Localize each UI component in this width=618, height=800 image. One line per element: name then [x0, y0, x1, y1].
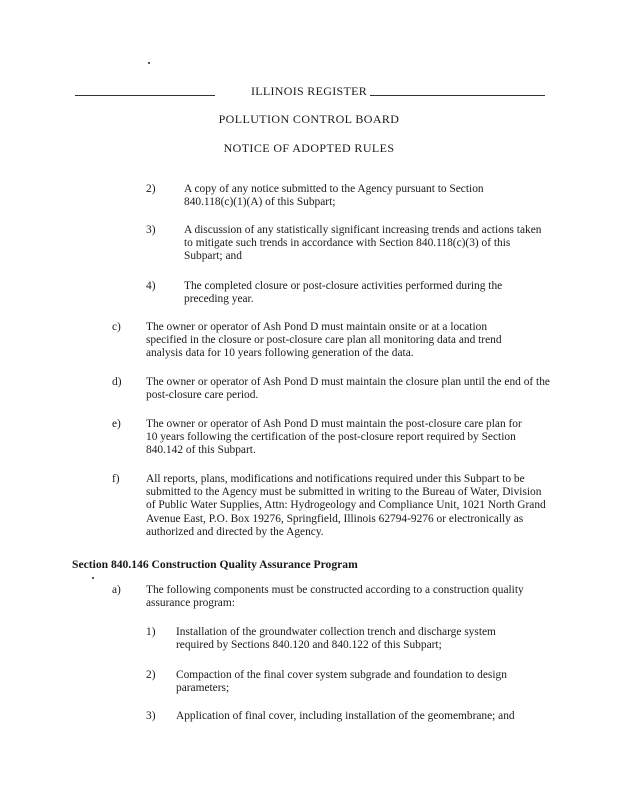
- item-text: The completed closure or post-closure activities performed during the preceding year.: [184, 280, 503, 306]
- scan-speck: [148, 62, 150, 64]
- item-label: 3): [146, 224, 156, 236]
- scan-speck: [92, 577, 94, 579]
- item-label: 3): [146, 710, 156, 722]
- item-text: Compaction of the final cover system subgrade and foundation to design parameters;: [176, 669, 507, 695]
- item-text: A copy of any notice submitted to the Agency pursuant to Section 840.118(c)(1)(A) of this Subpart;: [184, 183, 484, 209]
- board-title: POLLUTION CONTROL BOARD: [218, 112, 400, 126]
- item-label: 4): [146, 280, 156, 292]
- item-label: f): [112, 473, 120, 485]
- item-text: The owner or operator of Ash Pond D must maintain onsite or at a location specified in the closure or post-closure care plan all monitoring data and trend analysis data for 10 years following generation of the data.: [146, 321, 502, 360]
- item-label: e): [112, 418, 121, 430]
- header-rule-right: [370, 95, 545, 96]
- register-title: ILLINOIS REGISTER: [250, 84, 368, 98]
- section-heading: Section 840.146 Construction Quality Assurance Program: [72, 558, 358, 571]
- item-text: The owner or operator of Ash Pond D must maintain the post-closure care plan for 10 years following the certification of the post-closure report required by Section 840.142 of this Subpart.: [146, 418, 522, 457]
- item-label: 2): [146, 183, 156, 195]
- item-text: The owner or operator of Ash Pond D must maintain the closure plan until the end of the post-closure care period.: [146, 376, 550, 402]
- item-label: c): [112, 321, 121, 333]
- notice-title: NOTICE OF ADOPTED RULES: [223, 141, 395, 155]
- item-text: Installation of the groundwater collection trench and discharge system required by Sections 840.120 and 840.122 of this Subpart;: [176, 626, 496, 652]
- item-text: Application of final cover, including installation of the geomembrane; and: [176, 710, 515, 722]
- item-label: d): [112, 376, 122, 388]
- item-text: A discussion of any statistically significant increasing trends and actions taken to mitigate such trends in accordance with Section 840.118(c)(3) of this Subpart; and: [184, 224, 542, 263]
- item-text: The following components must be constructed according to a construction quality assurance program:: [146, 584, 524, 610]
- item-label: 2): [146, 669, 156, 681]
- item-label: 1): [146, 626, 156, 638]
- item-text: All reports, plans, modifications and notifications required under this Subpart to be submitted to the Agency must be submitted in writing to the Bureau of Water, Division of Public Water Supplies, Attn: Hydrogeology and Compliance Unit, 1021 North Grand Avenue East, P.O. Box 19276, Springfield, Illinois 62794-9276 or electronically as authorized and directed by the Agency.: [146, 473, 546, 538]
- item-label: a): [112, 584, 121, 596]
